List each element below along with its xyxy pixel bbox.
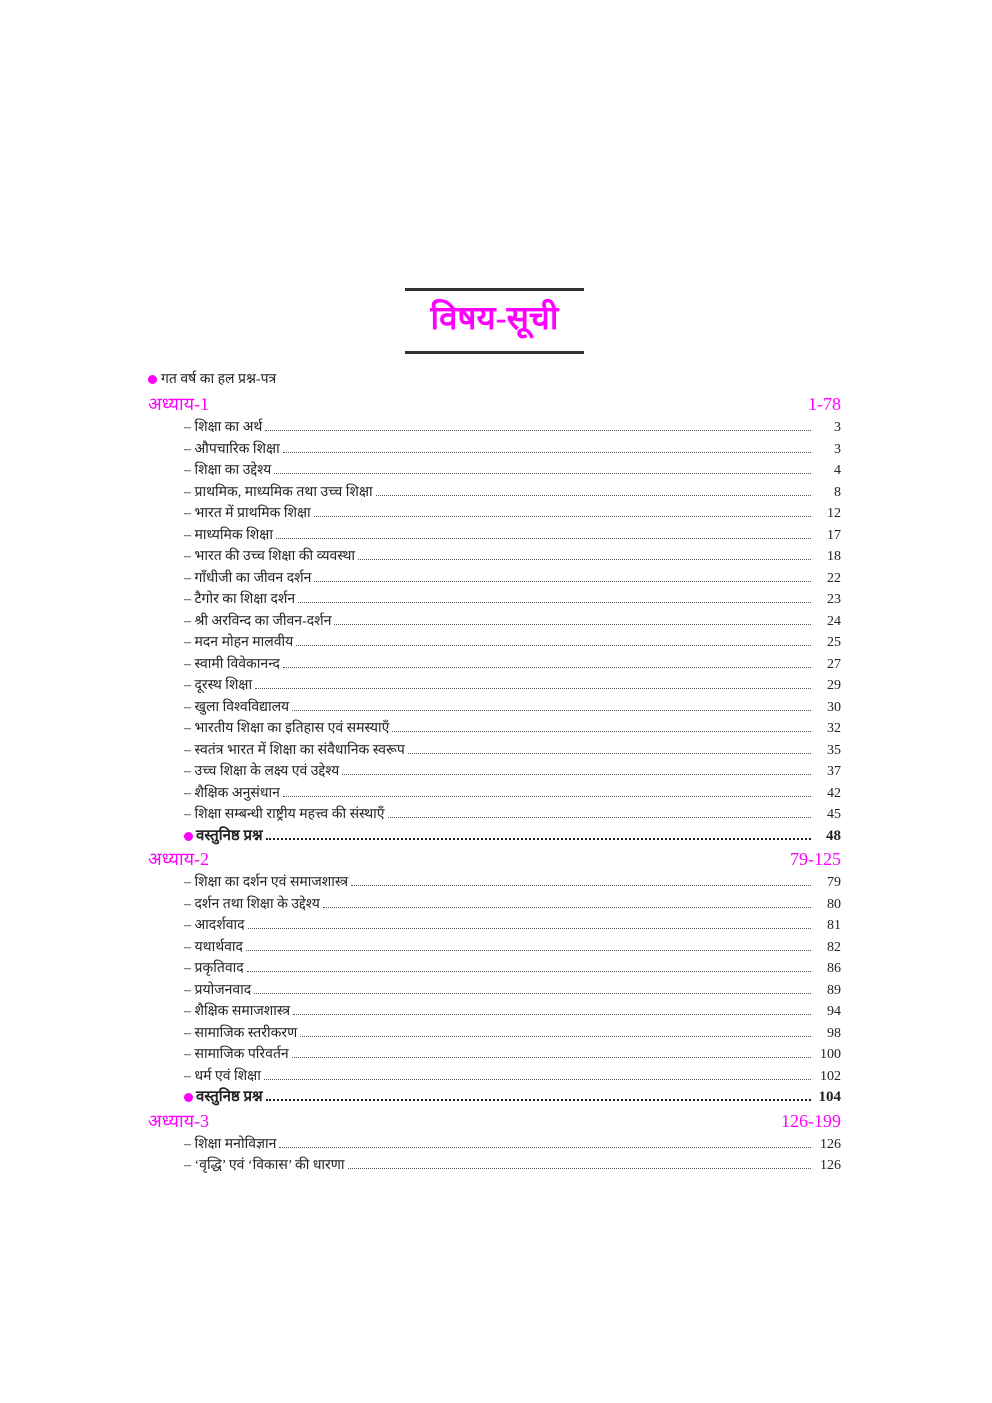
dot-leader <box>388 817 811 818</box>
entry-page: 12 <box>827 506 841 521</box>
entry-title: – मदन मोहन मालवीय <box>184 635 294 650</box>
toc-entry[interactable] <box>148 525 841 547</box>
entry-title: – औपचारिक शिक्षा <box>184 441 280 457</box>
entry-page: 42 <box>827 785 841 801</box>
toc-entry[interactable] <box>148 1023 841 1045</box>
entry-title: – खुला विश्वविद्यालय <box>184 699 290 715</box>
entry-title: – भारत की उच्च शिक्षा की व्यवस्था <box>184 549 356 564</box>
chapter-label: अध्याय-2 <box>148 849 210 869</box>
entry-page: 30 <box>827 699 841 715</box>
entry-title: – प्राथमिक, माध्यमिक तथा उच्च शिक्षा <box>184 484 373 500</box>
chapter-heading[interactable] <box>148 847 841 872</box>
toc-entry[interactable] <box>148 1044 841 1066</box>
entry-title: – शिक्षा सम्बन्धी राष्ट्रीय महत्त्व की संस्थाएँ <box>184 807 385 822</box>
toc-entry[interactable] <box>148 958 841 980</box>
toc-entry[interactable] <box>148 1155 841 1177</box>
entry-title: – सामाजिक स्तरीकरण <box>184 1025 298 1041</box>
entry-title: – आदर्शवाद <box>184 918 245 933</box>
entry-title: – भारत में प्राथमिक शिक्षा <box>184 506 311 521</box>
objective-title: वस्तुनिष्ठ प्रश्न <box>196 827 263 844</box>
dot-leader <box>408 753 811 754</box>
dot-leader <box>246 950 811 951</box>
toc-entry[interactable] <box>148 915 841 937</box>
entry-page: 4 <box>834 463 841 478</box>
chapter-page-range: 126-199 <box>781 1110 841 1131</box>
dot-leader <box>248 928 811 929</box>
objective-title: वस्तुनिष्ठ प्रश्न <box>196 1089 263 1105</box>
chapters <box>148 392 841 1177</box>
toc-entry[interactable] <box>148 503 841 525</box>
objective-label-wrap <box>184 826 266 848</box>
toc-entry[interactable] <box>148 460 841 482</box>
chapter-label: अध्याय-3 <box>148 1110 210 1131</box>
entry-page: 45 <box>827 807 841 822</box>
previous-paper-item[interactable] <box>148 368 841 392</box>
entry-page: 81 <box>827 918 841 933</box>
toc-entry[interactable] <box>148 718 841 740</box>
toc-entry[interactable] <box>148 417 841 439</box>
dot-leader <box>296 645 811 646</box>
toc-entry[interactable] <box>148 611 841 633</box>
entry-title: – माध्यमिक शिक्षा <box>184 527 273 543</box>
entry-title: – स्वतंत्र भारत में शिक्षा का संवैधानिक स्वरूप <box>184 742 405 758</box>
dot-leader <box>266 838 811 840</box>
dot-leader <box>323 907 811 908</box>
entry-page: 126 <box>820 1158 841 1173</box>
dot-leader <box>247 971 811 972</box>
toc-entry[interactable] <box>148 894 841 916</box>
dot-leader <box>300 1036 811 1037</box>
dot-leader <box>376 495 811 496</box>
entry-page: 18 <box>827 549 841 564</box>
entry-page: 22 <box>827 570 841 586</box>
entry-title: – शिक्षा का उद्देश्य <box>184 463 272 478</box>
entry-page: 126 <box>820 1136 841 1152</box>
entry-page: 37 <box>827 764 841 779</box>
entry-page: 8 <box>834 484 841 500</box>
dot-leader <box>276 538 811 539</box>
entry-page: 98 <box>827 1025 841 1041</box>
entry-title: – टैगोर का शिक्षा दर्शन <box>184 592 296 607</box>
table-of-contents <box>148 368 841 1177</box>
chapter-label: अध्याय-1 <box>148 394 210 414</box>
title-box <box>405 288 584 354</box>
toc-entry[interactable] <box>148 937 841 959</box>
entry-title: – शैक्षिक अनुसंधान <box>184 785 280 801</box>
chapter-heading[interactable] <box>148 392 841 417</box>
entry-title: – श्री अरविन्द का जीवन-दर्शन <box>184 613 332 629</box>
entry-title: – शिक्षा का अर्थ <box>184 420 263 435</box>
toc-entry[interactable] <box>148 740 841 762</box>
entry-title: – ‘वृद्धि’ एवं ‘विकास’ की धारणा <box>184 1158 345 1173</box>
dot-leader <box>283 452 811 453</box>
entry-page: 25 <box>827 635 841 650</box>
entry-title: – शिक्षा मनोविज्ञान <box>184 1136 277 1152</box>
bullet-icon <box>184 1093 193 1102</box>
dot-leader <box>266 1099 811 1101</box>
toc-entry[interactable] <box>148 697 841 719</box>
dot-leader <box>293 1014 811 1015</box>
toc-entry[interactable] <box>148 804 841 826</box>
dot-leader <box>342 774 811 775</box>
dot-leader <box>392 731 811 732</box>
toc-entry[interactable] <box>148 482 841 504</box>
entry-page: 80 <box>827 896 841 912</box>
entry-page: 82 <box>827 939 841 955</box>
entry-page: 86 <box>827 961 841 976</box>
objective-page: 104 <box>818 1089 841 1105</box>
entry-page: 100 <box>820 1047 841 1062</box>
entry-page: 24 <box>827 613 841 629</box>
toc-entry[interactable] <box>148 546 841 568</box>
objective-page: 48 <box>826 827 841 844</box>
dot-leader <box>255 688 811 689</box>
entry-page: 102 <box>820 1068 841 1084</box>
dot-leader <box>265 430 811 431</box>
dot-leader <box>348 1168 811 1169</box>
entry-title: – धर्म एवं शिक्षा <box>184 1068 261 1084</box>
toc-entry[interactable] <box>148 872 841 894</box>
dot-leader <box>298 602 811 603</box>
chapter-heading[interactable] <box>148 1109 841 1134</box>
entry-title: – दर्शन तथा शिक्षा के उद्देश्य <box>184 896 320 912</box>
bullet-icon <box>184 832 193 841</box>
entry-title: – यथार्थवाद <box>184 939 243 955</box>
entry-page: 17 <box>827 527 841 543</box>
dot-leader <box>283 796 811 797</box>
entry-title: – शिक्षा का दर्शन एवं समाजशास्त्र <box>184 875 349 890</box>
toc-entry[interactable] <box>148 1001 841 1023</box>
entry-title: – प्रयोजनवाद <box>184 982 252 998</box>
entry-page: 29 <box>827 678 841 693</box>
objective-questions-entry[interactable] <box>148 1087 841 1109</box>
entry-page: 3 <box>834 441 841 457</box>
entry-page: 94 <box>827 1004 841 1019</box>
chapter-page-range: 1-78 <box>808 394 841 414</box>
dot-leader <box>274 473 811 474</box>
entry-title: – प्रकृतिवाद <box>184 961 244 976</box>
entry-page: 89 <box>827 982 841 998</box>
toc-entry[interactable] <box>148 783 841 805</box>
entry-title: – सामाजिक परिवर्तन <box>184 1047 289 1062</box>
toc-entry[interactable] <box>148 439 841 461</box>
entry-page: 35 <box>827 742 841 758</box>
entry-title: – स्वामी विवेकानन्द <box>184 656 280 672</box>
dot-leader <box>314 581 811 582</box>
entry-page: 3 <box>834 420 841 435</box>
toc-entry[interactable] <box>148 980 841 1002</box>
dot-leader <box>264 1079 811 1080</box>
toc-entry[interactable] <box>148 675 841 697</box>
objective-label-wrap <box>184 1087 266 1109</box>
entry-title: – गाँधीजी का जीवन दर्शन <box>184 570 312 586</box>
page-title: विषय-सूची <box>430 301 559 337</box>
objective-questions-entry[interactable] <box>148 826 841 848</box>
toc-entry[interactable] <box>148 761 841 783</box>
dot-leader <box>292 710 811 711</box>
dot-leader <box>314 516 811 517</box>
toc-entry[interactable] <box>148 1066 841 1088</box>
entry-page: 23 <box>827 592 841 607</box>
toc-entry[interactable] <box>148 654 841 676</box>
entry-title: – दूरस्थ शिक्षा <box>184 678 253 693</box>
dot-leader <box>351 885 811 886</box>
chapter-page-range: 79-125 <box>790 849 841 869</box>
toc-entry[interactable] <box>148 589 841 611</box>
dot-leader <box>283 667 811 668</box>
dot-leader <box>292 1057 811 1058</box>
toc-entry[interactable] <box>148 568 841 590</box>
entry-title: – भारतीय शिक्षा का इतिहास एवं समस्याएँ <box>184 721 390 736</box>
bullet-icon <box>148 375 157 384</box>
previous-paper-label: गत वर्ष का हल प्रश्न-पत्र <box>161 372 277 387</box>
entry-title: – उच्च शिक्षा के लक्ष्य एवं उद्देश्य <box>184 764 340 779</box>
entry-page: 27 <box>827 656 841 672</box>
toc-entry[interactable] <box>148 1134 841 1156</box>
dot-leader <box>279 1147 811 1148</box>
dot-leader <box>334 624 811 625</box>
dot-leader <box>358 559 811 560</box>
toc-entry[interactable] <box>148 632 841 654</box>
entry-page: 79 <box>827 875 841 890</box>
entry-page: 32 <box>827 721 841 736</box>
entry-title: – शैक्षिक समाजशास्त्र <box>184 1004 291 1019</box>
dot-leader <box>254 993 811 994</box>
